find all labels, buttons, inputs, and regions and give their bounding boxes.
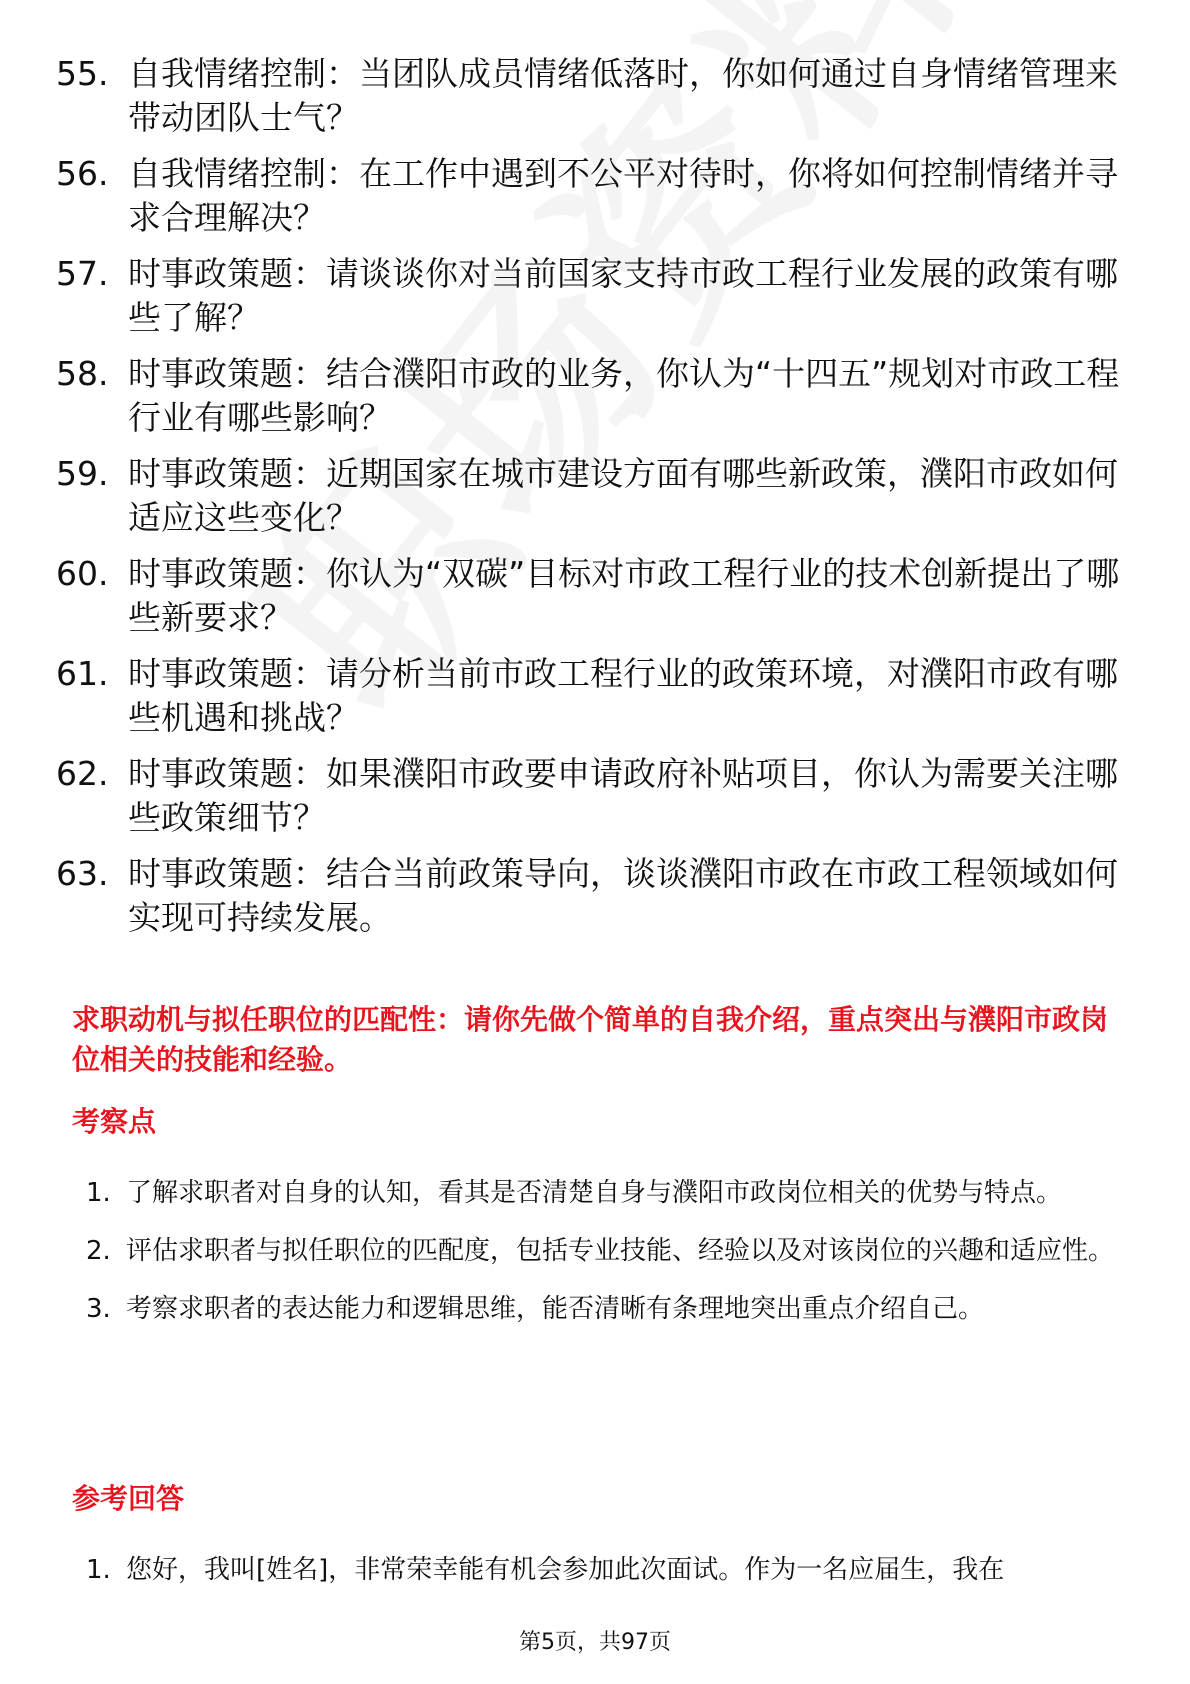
question-item xyxy=(56,452,1136,540)
question-list xyxy=(56,52,1136,952)
question-text: 时事政策题：近期国家在城市建设方面有哪些新政策，濮阳市政如何适应这些变化？ xyxy=(128,454,1118,537)
point-text: 了解求职者对自身的认知，看其是否清楚自身与濮阳市政岗位相关的优势与特点。 xyxy=(126,1178,1063,1208)
section-heading: 求职动机与拟任职位的匹配性：请你先做个简单的自我介绍，重点突出与濮阳市政岗位相关的技能和经验。 xyxy=(72,1003,1109,1076)
examine-points-title: 考察点 xyxy=(72,1105,157,1138)
question-item xyxy=(56,552,1136,640)
question-number: 59. xyxy=(56,454,109,493)
question-text: 时事政策题：请分析当前市政工程行业的政策环境，对濮阳市政有哪些机遇和挑战？ xyxy=(128,654,1118,737)
question-number: 60. xyxy=(56,554,109,593)
point-text: 评估求职者与拟任职位的匹配度，包括专业技能、经验以及对该岗位的兴趣和适应性。 xyxy=(126,1236,1115,1266)
question-item xyxy=(56,52,1136,140)
question-text: 时事政策题：结合当前政策导向，谈谈濮阳市政在市政工程领域如何实现可持续发展。 xyxy=(128,854,1118,937)
question-item xyxy=(56,852,1136,940)
question-item xyxy=(56,652,1136,740)
question-text: 自我情绪控制：在工作中遇到不公平对待时，你将如何控制情绪并寻求合理解决？ xyxy=(128,154,1118,237)
question-number: 63. xyxy=(56,854,109,893)
point-number: 1. xyxy=(86,1555,111,1585)
point-text: 您好，我叫[姓名]，非常荣幸能有机会参加此次面试。作为一名应届生，我在 xyxy=(126,1555,1005,1585)
examine-point xyxy=(86,1222,1116,1280)
question-item xyxy=(56,252,1136,340)
question-item xyxy=(56,752,1136,840)
page-footer: 第5页，共97页 xyxy=(519,1630,671,1655)
question-number: 57. xyxy=(56,254,109,293)
question-item xyxy=(56,152,1136,240)
point-text: 考察求职者的表达能力和逻辑思维，能否清晰有条理地突出重点介绍自己。 xyxy=(126,1294,985,1324)
point-number: 1. xyxy=(86,1178,111,1208)
question-text: 自我情绪控制：当团队成员情绪低落时，你如何通过自身情绪管理来带动团队士气？ xyxy=(128,54,1118,137)
question-number: 62. xyxy=(56,754,109,793)
question-text: 时事政策题：请谈谈你对当前国家支持市政工程行业发展的政策有哪些了解？ xyxy=(128,254,1118,337)
answer-list xyxy=(86,1541,1116,1599)
question-number: 56. xyxy=(56,154,109,193)
question-number: 61. xyxy=(56,654,109,693)
point-number: 3. xyxy=(86,1294,111,1324)
point-number: 2. xyxy=(86,1236,111,1266)
question-number: 58. xyxy=(56,354,109,393)
reference-answer-title: 参考回答 xyxy=(72,1482,185,1515)
question-text: 时事政策题：如果濮阳市政要申请政府补贴项目，你认为需要关注哪些政策细节？ xyxy=(128,754,1118,837)
question-text: 时事政策题：结合濮阳市政的业务，你认为“十四五”规划对市政工程行业有哪些影响？ xyxy=(128,354,1120,437)
question-number: 55. xyxy=(56,54,109,93)
question-item xyxy=(56,352,1136,440)
question-text: 时事政策题：你认为“双碳”目标对市政工程行业的技术创新提出了哪些新要求？ xyxy=(128,554,1120,637)
answer-point xyxy=(86,1541,1116,1599)
examine-point xyxy=(86,1164,1116,1222)
examine-points-list xyxy=(86,1164,1116,1338)
examine-point xyxy=(86,1280,1116,1338)
